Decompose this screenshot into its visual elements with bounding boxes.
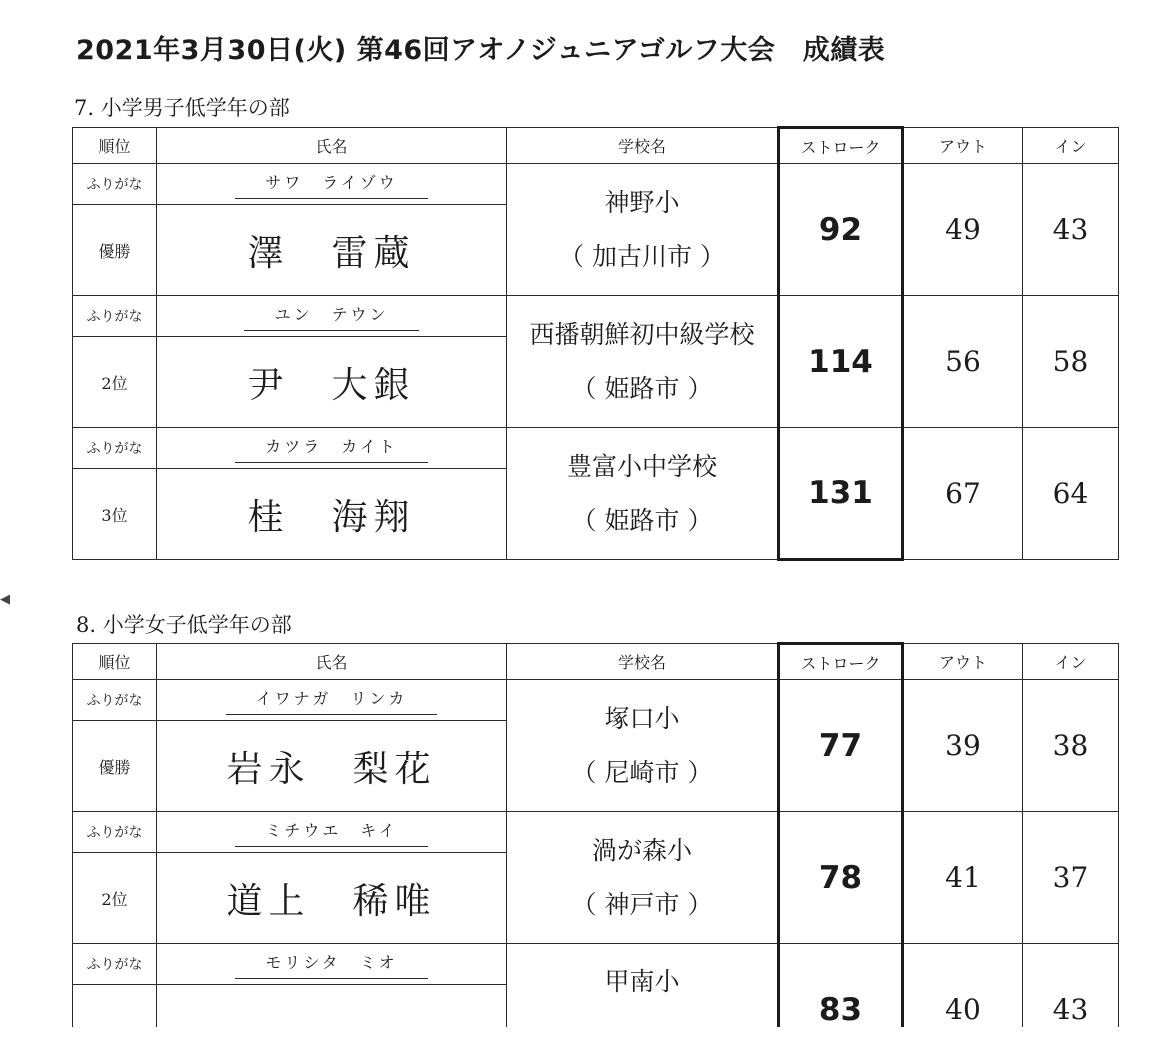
player-kana-cell [157,680,507,721]
school-name: 豊富小中学校 [566,451,717,481]
total-strokes: 131 [779,428,903,560]
school-cell [507,428,779,560]
player-name: 道上 稀唯 [226,880,437,922]
col-header-in: イン [1023,128,1119,164]
school-name: 渦が森小 [591,835,692,865]
out-score: 41 [903,812,1023,944]
table-header-row [73,644,1119,680]
col-header-in: イン [1023,644,1119,680]
rank-label: 優勝 [73,721,157,812]
furigana-label: ふりがな [73,812,157,853]
col-header-out: アウト [903,644,1023,680]
col-header-rank: 順位 [73,128,157,164]
col-header-out: アウト [903,128,1023,164]
results-table-girls-lower [72,642,1119,1027]
school-city: （ 尼崎市 ） [571,757,713,787]
player-name-cell [157,721,507,812]
furigana-label: ふりがな [73,680,157,721]
total-strokes: 92 [779,164,903,296]
document-title: 2021年3月30日(火) 第46回アオノジュニアゴルフ大会 成績表 [76,35,886,66]
col-header-school: 学校名 [507,644,779,680]
in-score: 58 [1023,296,1119,428]
school-cell [507,944,779,1028]
furigana-label: ふりがな [73,164,157,205]
col-header-strokes: ストローク [779,644,903,680]
rank-label: 優勝 [73,205,157,296]
col-header-name: 氏名 [157,644,507,680]
table-row [73,428,1119,469]
player-kana: カツラ カイト [235,434,428,463]
furigana-label: ふりがな [73,296,157,337]
school-city: （ 姫路市 ） [571,373,713,403]
player-name-cell [157,205,507,296]
player-kana-cell [157,164,507,205]
table-row [73,812,1119,853]
school-name: 神野小 [604,187,680,217]
total-strokes: 114 [779,296,903,428]
player-kana: モリシタ ミオ [235,950,427,979]
total-strokes: 77 [779,680,903,812]
school-city: （ 加古川市 ） [559,241,725,271]
furigana-label: ふりがな [73,944,157,985]
col-header-name: 氏名 [157,128,507,164]
table-row [73,164,1119,205]
school-city: （ 姫路市 ） [571,505,713,535]
player-name-cell [157,853,507,944]
in-score: 64 [1023,428,1119,560]
in-score: 43 [1023,944,1119,1028]
player-name: 岩永 梨花 [226,748,437,790]
left-arrow-marker-icon: ◀ [0,592,10,607]
player-kana-cell [157,944,507,985]
section-title: 8. 小学女子低学年の部 [76,613,292,637]
in-score: 43 [1023,164,1119,296]
table-row [73,296,1119,337]
school-name: 塚口小 [604,703,680,733]
in-score: 37 [1023,812,1119,944]
total-strokes: 78 [779,812,903,944]
player-kana-cell [157,428,507,469]
col-header-school: 学校名 [507,128,779,164]
rank-label: 2位 [73,853,157,944]
school-name: 甲南小 [604,967,680,996]
table-row [73,944,1119,985]
school-city: （ 神戸市 ） [571,889,713,919]
player-kana-cell [157,812,507,853]
rank-label: 3位 [73,469,157,560]
rank-label: 2位 [73,337,157,428]
out-score: 56 [903,296,1023,428]
player-kana: ミチウエ キイ [235,818,427,847]
out-score: 40 [903,944,1023,1028]
player-name: 尹 大銀 [247,364,416,406]
total-strokes: 83 [779,944,903,1028]
player-kana: サワ ライゾウ [235,170,428,199]
school-name: 西播朝鮮初中級学校 [529,319,755,349]
player-name-cell [157,337,507,428]
rank-label [73,985,157,1028]
furigana-label: ふりがな [73,428,157,469]
player-kana: ユン テウン [244,302,418,331]
table-header-row [73,128,1119,164]
out-score: 49 [903,164,1023,296]
out-score: 39 [903,680,1023,812]
player-name-cell [157,469,507,560]
section-title: 7. 小学男子低学年の部 [74,96,290,120]
school-cell [507,680,779,812]
player-name: 桂 海翔 [247,496,416,538]
table-row [73,680,1119,721]
results-table-boys-lower [72,126,1119,561]
player-kana-cell [157,296,507,337]
school-cell [507,812,779,944]
player-name-cell [157,985,507,1028]
out-score: 67 [903,428,1023,560]
school-cell [507,164,779,296]
school-cell [507,296,779,428]
col-header-rank: 順位 [73,644,157,680]
in-score: 38 [1023,680,1119,812]
player-kana: イワナガ リンカ [226,686,438,715]
player-name: 澤 雷蔵 [247,232,416,274]
col-header-strokes: ストローク [779,128,903,164]
